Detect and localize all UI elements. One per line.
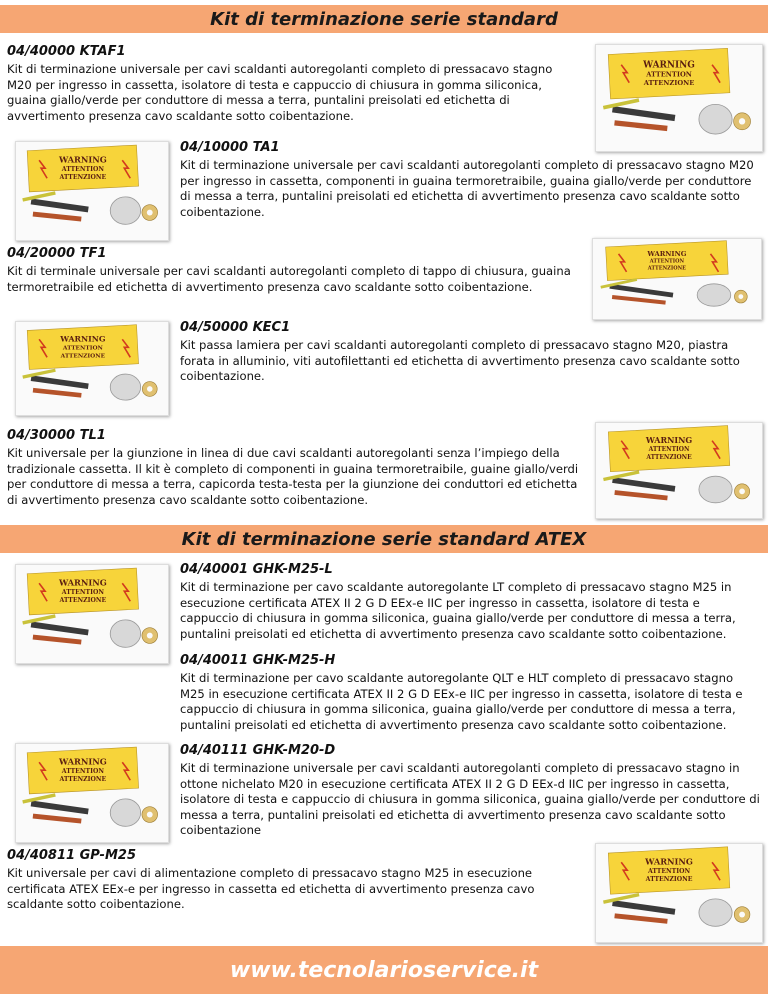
warning-label-graphic <box>608 48 730 99</box>
warning-label-text: ATTENTION <box>61 588 104 596</box>
warning-label-text: ATTENZIONE <box>645 876 693 884</box>
product-description: Kit di terminazione universale per cavi scaldanti autoregolanti completo di pressacavo stagno M20 per ingresso in cassetta, isolatore di testa e cappuccio di chiusura in gomma siliconica, guaina giallo/verde per conduttore di messa a terra, puntalini preisolati ed etichetta di avvertimento presenza cavo scaldante sotto coibentazione. <box>7 62 553 123</box>
product-description: Kit universale per la giunzione in linea di due cavi scaldanti autoregolanti senza l’impiego della tradizionale cassetta. Il kit è completo di componenti in guaina termoretraibile, guaine giallo/verdi per conduttore di messa a terra, capicorda testa-testa per la giunzione dei conduttori ed etichetta di avvertimento presenza cavo scaldante sotto coibentazione. <box>7 446 579 507</box>
warning-label-graphic <box>27 747 138 794</box>
heat-shrink-parts <box>22 793 88 823</box>
heat-shrink-parts <box>603 98 675 131</box>
product-code: 04/40000 KTAF1 <box>7 44 126 59</box>
warning-label-graphic <box>27 568 138 615</box>
product-code: 04/20000 TF1 <box>7 246 107 261</box>
warning-label-text: ATTENTION <box>647 867 691 875</box>
warning-label-text: ATTENZIONE <box>646 454 692 462</box>
warning-label-text: ATTENTION <box>61 767 104 775</box>
product-code: 04/40811 GP-M25 <box>7 848 136 863</box>
heat-shrink-parts <box>22 369 88 398</box>
warning-label-graphic <box>608 426 729 472</box>
cable-gland-parts <box>110 620 157 647</box>
heat-shrink-parts <box>603 893 675 924</box>
product-photo <box>592 238 762 320</box>
heat-shrink-parts <box>22 191 88 221</box>
product-photo <box>595 843 763 943</box>
section-title: Kit di terminazione serie standard <box>210 8 558 30</box>
heat-shrink-parts <box>22 614 88 644</box>
warning-label-text: ATTENZIONE <box>59 776 107 784</box>
product-code: 04/40111 GHK-M20-D <box>180 743 336 758</box>
product-photo <box>595 422 763 519</box>
warning-label-text: WARNING <box>647 249 687 258</box>
product-photo <box>15 743 169 843</box>
warning-label-text: WARNING <box>645 856 693 867</box>
product-code: 04/40001 GHK-M25-L <box>180 562 333 577</box>
warning-label-text: WARNING <box>58 577 107 588</box>
product-code: 04/30000 TL1 <box>7 428 106 443</box>
product-description: Kit di terminazione universale per cavi scaldanti autoregolanti completo di pressacavo stagno in ottone nichelato M20 in esecuzione certificata ATEX II 2 G D EEx-d IIC per ingresso in cassetta, isolatore di testa e cappuccio di chiusura in gomma siliconica, guaina giallo/verde per conduttore di messa a terra, puntalini preisolati ed etichetta di avvertimento presenza cavo scaldante sotto coibentazione <box>180 761 760 837</box>
warning-label-text: ATTENTION <box>61 165 104 173</box>
product-code: 04/10000 TA1 <box>180 140 280 155</box>
warning-label-text: ATTENZIONE <box>60 353 106 360</box>
cable-gland-parts <box>110 197 157 224</box>
heat-shrink-parts <box>603 470 675 500</box>
warning-label-text: WARNING <box>58 154 107 165</box>
product-photo <box>15 321 169 416</box>
cable-gland-parts <box>697 284 747 306</box>
warning-label-text: ATTENTION <box>62 345 103 352</box>
cable-gland-parts <box>110 374 157 400</box>
product-photo <box>595 44 763 152</box>
warning-label-text: ATTENTION <box>646 70 692 79</box>
warning-label-graphic <box>27 325 138 370</box>
cable-gland-parts <box>699 476 750 503</box>
warning-label-text: WARNING <box>643 60 695 71</box>
warning-label-graphic <box>27 145 138 192</box>
product-description: Kit di terminazione universale per cavi scaldanti autoregolanti completo di pressacavo stagno M20 per ingresso in cassetta, componenti in guaina termoretraibile, guaina giallo/verde per conduttore di messa a terra, puntalini preisolati ed etichetta di avvertimento presenza cavo scaldante sotto coibentazione. <box>180 158 754 219</box>
product-photo <box>15 141 169 241</box>
warning-label-text: ATTENZIONE <box>59 174 107 182</box>
warning-label-text: ATTENTION <box>649 258 685 265</box>
warning-label-text: WARNING <box>58 756 107 767</box>
section-title: Kit di terminazione serie standard ATEX <box>181 528 587 550</box>
section-banner-atex <box>0 525 768 553</box>
product-description: Kit di terminazione per cavo scaldante autoregolante LT completo di pressacavo stagno M25 in esecuzione certificata ATEX II 2 G D EEx-e IIC per ingresso in cassetta, isolatore di testa e cappuccio di chiusura in gomma siliconica, guaina giallo/verde per conduttore di messa a terra, puntalini preisolati ed etichetta di avvertimento presenza cavo scaldante sotto coibentazione. <box>180 580 736 641</box>
product-photo <box>15 564 169 664</box>
warning-label-text: ATTENZIONE <box>643 79 695 88</box>
warning-label-graphic <box>608 847 730 894</box>
product-description: Kit passa lamiera per cavi scaldanti autoregolanti completo di pressacavo stagno M20, piastra forata in alluminio, viti autofilettanti ed etichetta di avvertimento presenza cavo scaldante sotto coibentazione. <box>180 338 740 383</box>
warning-label-text: ATTENZIONE <box>647 265 687 272</box>
warning-label-text: WARNING <box>645 436 693 446</box>
product-description: Kit universale per cavi di alimentazione completo di pressacavo stagno M25 in esecuzione certificata ATEX EEx-e per ingresso in cassetta ed etichetta di avvertimento presenza cavo scaldante sotto coibentazione. <box>7 866 535 911</box>
section-banner-standard <box>0 5 768 33</box>
warning-label-text: ATTENZIONE <box>59 597 107 605</box>
cable-gland-parts <box>699 104 751 134</box>
cable-gland-parts <box>110 799 157 826</box>
heat-shrink-parts <box>600 278 673 304</box>
product-code: 04/50000 KEC1 <box>180 320 291 335</box>
warning-label-graphic <box>606 241 729 281</box>
product-description: Kit di terminale universale per cavi scaldanti autoregolanti completo di tappo di chiusura, guaina termoretraibile ed etichetta di avvertimento presenza cavo scaldante sotto coibentazione. <box>7 264 571 294</box>
warning-label-text: WARNING <box>60 334 106 344</box>
product-code: 04/40011 GHK-M25-H <box>180 653 336 668</box>
footer-banner <box>0 946 768 994</box>
cable-gland-parts <box>699 899 750 926</box>
website-link[interactable]: www.tecnolarioservice.it <box>229 957 539 983</box>
product-description: Kit di terminazione per cavo scaldante autoregolante QLT e HLT completo di pressacavo stagno M25 in esecuzione certificata ATEX II 2 G D EEx-e IIC per ingresso in cassetta, isolatore di testa e cappuccio di chiusura in gomma siliconica, guaina giallo/verde per conduttore di messa a terra, puntalini preisolati ed etichetta di avvertimento presenza cavo scaldante sotto coibentazione. <box>180 671 743 732</box>
warning-label-text: ATTENTION <box>648 446 690 454</box>
